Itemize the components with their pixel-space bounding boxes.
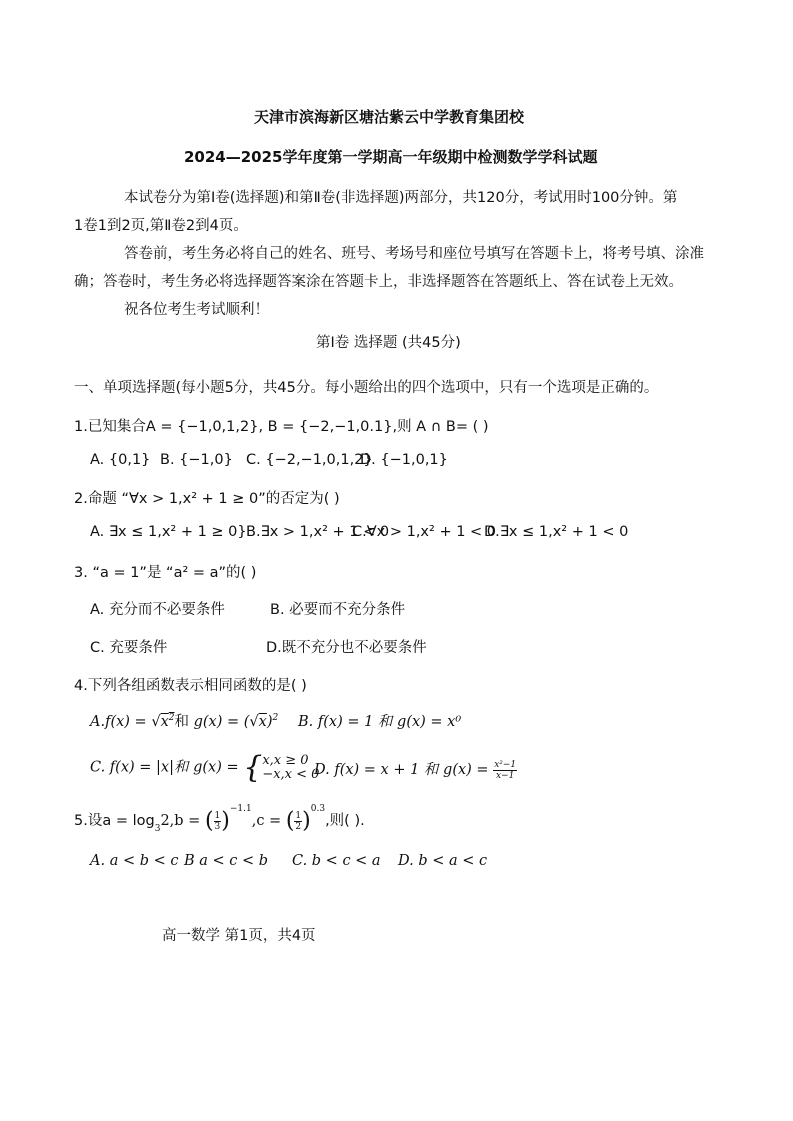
q4-option-b: B. f(x) = 1 和 g(x) = x⁰: [298, 714, 462, 730]
q3-stem: 3. “a = 1”是 “a² = a”的( ): [74, 565, 257, 581]
q2-stem: 2.命题 “∀x > 1,x² + 1 ≥ 0”的否定为( ): [74, 491, 340, 507]
q5-option-c: C. b < c < a: [292, 853, 381, 869]
instructions-p3: 祝各位考生考试顺利！: [124, 302, 269, 318]
school-title: 天津市滨海新区塘沽紫云中学教育集团校: [254, 108, 525, 126]
instructions-p2-line2: 确；答卷时，考生务必将选择题答案涂在答题卡上，非选择题答在答题纸上、答在试卷上无效。: [74, 274, 683, 290]
q1-option-b: B. {−1,0}: [160, 452, 233, 468]
q3-option-b: B. 必要而不充分条件: [270, 602, 406, 618]
q5-option-b: B a < c < b: [184, 853, 269, 869]
instructions-p1-line1: 本试卷分为第Ⅰ卷(选择题)和第Ⅱ卷(非选择题)两部分，共120分，考试用时100分钟。第: [124, 190, 678, 206]
part-title: 第Ⅰ卷 选择题 (共45分): [316, 335, 461, 351]
sqrt-x-squared-paren: $(√x)^2$: [243, 713, 279, 730]
q3-option-d: D.既不充分也不必要条件: [266, 640, 427, 656]
q1-option-c: C. {−2,−1,0,1,2}: [246, 452, 373, 468]
q4-option-d: D. f(x) = x + 1 和 g(x) = $\frac{\text{x²−1}}{x-1}$: [314, 759, 517, 781]
q5-option-d: D. b < a < c: [398, 853, 488, 869]
instructions-p1-line2: 1卷1到2页,第Ⅱ卷2到4页。: [74, 218, 248, 234]
q1-option-a: A. {0,1}: [90, 452, 151, 468]
q1-option-d: D. {−1,0,1}: [360, 452, 448, 468]
q5-stem: 5.设$a = \log_32,b$ = ( $\frac{1}{3}$ )$^{-1.1}$,c = ( $\frac{1}{2}$ )$^{0.3}$,则( ).: [74, 804, 365, 834]
q2-option-b: B.∃x > 1,x² + 1 < 0: [246, 524, 390, 540]
section-heading: 一、单项选择题(每小题5分，共45分。每小题给出的四个选项中，只有一个选项是正确的。: [74, 380, 659, 396]
q4-option-a: $A.f(x) = √x^2$和 $g(x) = (√x)^2$: [90, 713, 279, 730]
q3-option-c: C. 充要条件: [90, 640, 168, 656]
q2-option-d: D.∃x ≤ 1,x² + 1 < 0: [484, 524, 629, 540]
q2-option-a: A. ∃x ≤ 1,x² + 1 ≥ 0}: [90, 524, 247, 540]
exam-title: 2024—2025学年度第一学期高一年级期中检测数学学科试题: [184, 148, 598, 166]
instructions-p2-line1: 答卷前，考生务必将自己的姓名、班号、考场号和座位号填写在答题卡上，将考号填、涂准: [124, 246, 704, 262]
q4-option-c: C. f(x) = |x|和 g(x) = { x,x ≥ 0 −x,x < 0: [90, 750, 320, 785]
q1-stem: 1.已知集合A = {−1,0,1,2}, B = {−2,−1,0.1},则 A ∩ B= ( ): [74, 419, 489, 435]
q2-option-c: C.∀x > 1,x² + 1 < 0: [352, 524, 497, 540]
q4-stem: 4.下列各组函数表示相同函数的是( ): [74, 678, 307, 694]
q3-option-a: A. 充分而不必要条件: [90, 602, 225, 618]
page-footer: 高一数学 第1页，共4页: [162, 928, 316, 944]
sqrt-x-squared: $√x^2$: [151, 713, 175, 730]
q5-option-a: A. a < b < c: [90, 853, 179, 869]
